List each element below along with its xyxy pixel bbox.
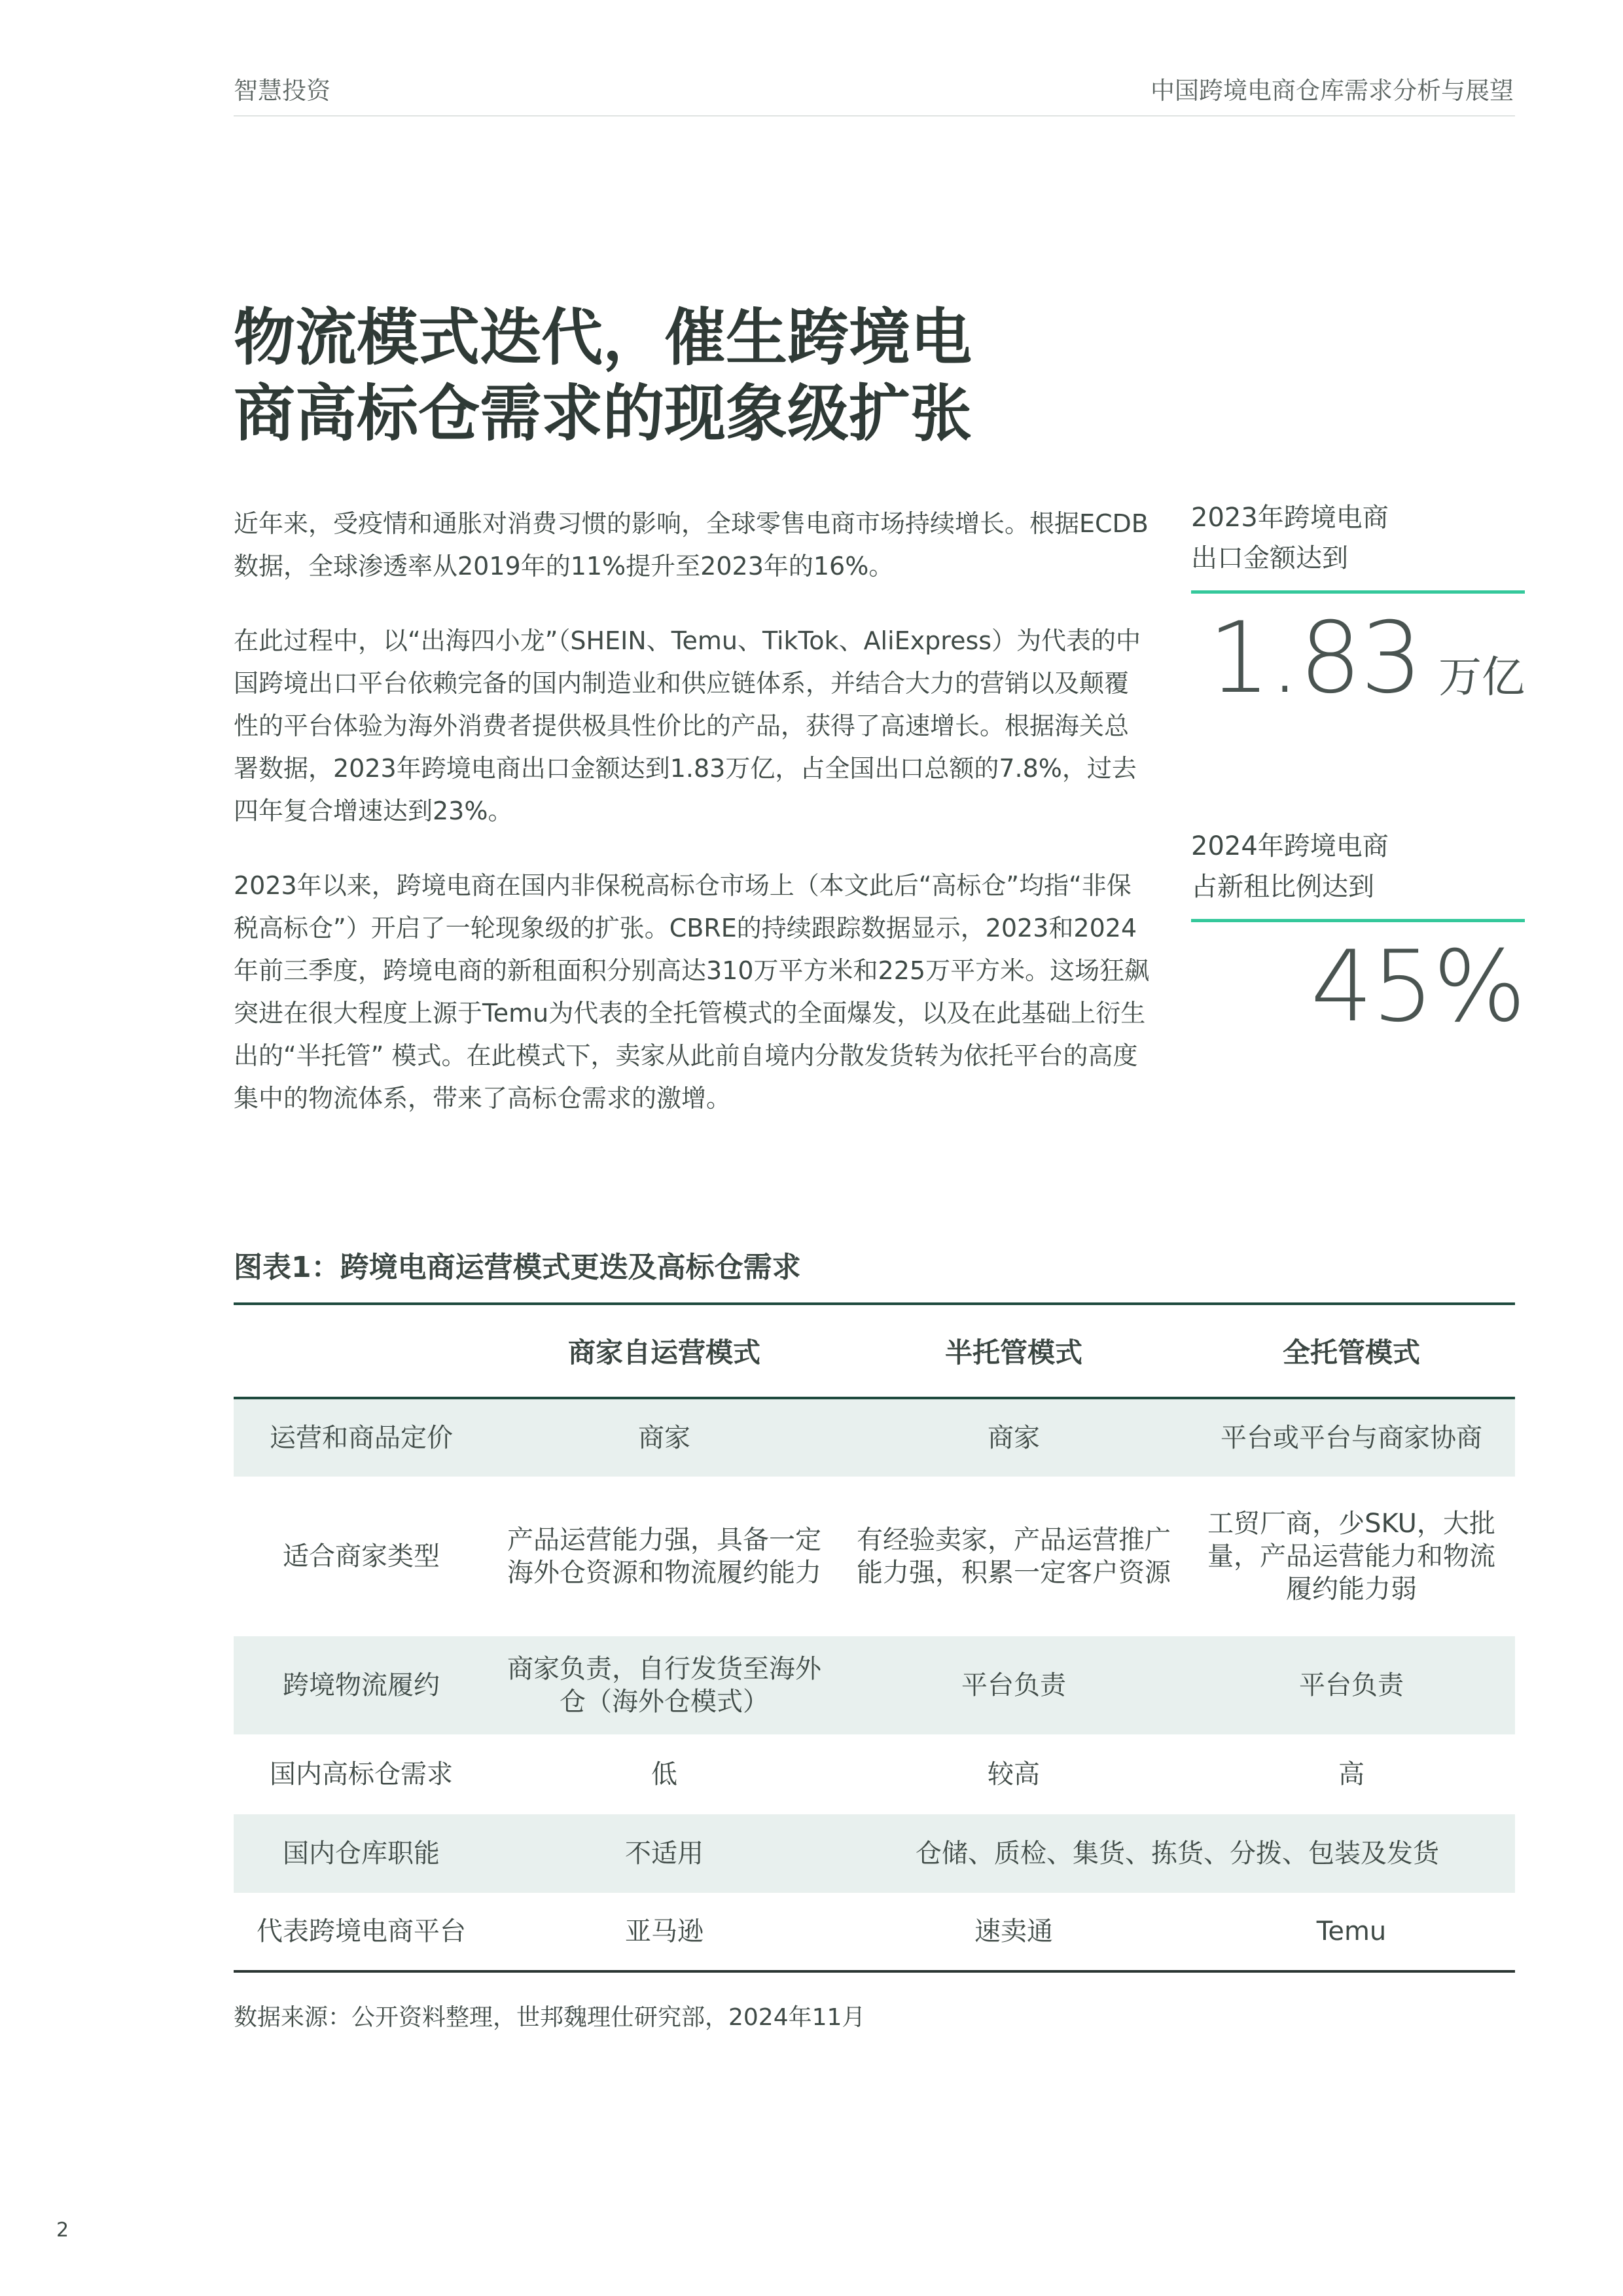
paragraph: 在此过程中，以“出海四小龙”（SHEIN、Temu、TikTok、AliExpress）为代表的中国跨境出口平台依赖完备的国内制造业和供应链体系，并结合大力的营销以及颠覆性的平台体验为海外消费者提供极具性价比的产品，获得了高速增长。根据海关总署数据，2023年跨境电商出口金额达到1.83万亿，占全国出口总额的7.8%，过去四年复合增速达到23%。 <box>234 626 1141 825</box>
stat-export-value <box>1191 497 1525 715</box>
page-title <box>234 300 1150 452</box>
table-cell: 较高 <box>988 1759 1040 1789</box>
stat-number: 45% <box>1310 930 1525 1044</box>
table-row <box>234 1636 1515 1734</box>
stat-label-line: 出口金额达到 <box>1191 543 1348 573</box>
body-text <box>234 503 1150 1152</box>
title-line-1: 物流模式迭代，催生跨境电 <box>234 302 972 374</box>
column-header: 商家自运营模式 <box>489 1304 840 1398</box>
column-header: 全托管模式 <box>1188 1304 1515 1398</box>
page-number: 2 <box>56 2219 69 2242</box>
comparison-table <box>234 1302 1515 1973</box>
stat-value-row <box>1191 930 1525 1044</box>
table-cell: 平台负责 <box>1188 1636 1515 1734</box>
figure-source: 数据来源：公开资料整理，世邦魏理仕研究部，2024年11月 <box>234 2004 866 2031</box>
row-label: 代表跨境电商平台 <box>257 1916 466 1946</box>
stat-accent-rule <box>1191 590 1525 594</box>
stat-new-lease-share <box>1191 826 1525 1044</box>
table-cell: Temu <box>1316 1916 1387 1946</box>
table-header-row <box>234 1304 1515 1398</box>
table-cell: 商家 <box>840 1398 1188 1477</box>
stat-number: 1.83 <box>1208 601 1421 715</box>
table-row <box>234 1814 1515 1893</box>
column-header <box>234 1304 489 1398</box>
stat-accent-rule <box>1191 919 1525 922</box>
header-report-title: 中国跨境电商仓库需求分析与展望 <box>1150 77 1514 105</box>
table-row <box>234 1734 1515 1814</box>
row-label: 跨境物流履约 <box>234 1636 489 1734</box>
table-cell: 亚马逊 <box>625 1916 704 1946</box>
table-cell: 低 <box>651 1759 677 1789</box>
row-label: 国内高标仓需求 <box>270 1759 453 1789</box>
table-row <box>234 1477 1515 1636</box>
table-cell: 工贸厂商，少SKU，大批量，产品运营能力和物流履约能力弱 <box>1207 1509 1495 1604</box>
table-cell: 不适用 <box>489 1814 840 1893</box>
stat-value-row <box>1191 601 1525 715</box>
paragraph: 2023年以来，跨境电商在国内非保税高标仓市场上（本文此后“高标仓”均指“非保税高标仓”）开启了一轮现象级的扩张。CBRE的持续跟踪数据显示，2023和2024年前三季度，跨境电商的新租面积分别高达310万平方米和225万平方米。这场狂飙突进在很大程度上源于Temu为代表的全托管模式的全面爆发，以及在此基础上衍生出的“半托管” 模式。在此模式下，卖家从此前自境内分散发货转为依托平台的高度集中的物流体系，带来了高标仓需求的激增。 <box>234 871 1150 1113</box>
table-cell: 有经验卖家，产品运营推广能力强，积累一定客户资源 <box>857 1525 1171 1588</box>
table-row <box>234 1398 1515 1477</box>
figure-title: 图表1：跨境电商运营模式更迭及高标仓需求 <box>234 1251 801 1284</box>
title-line-2: 商高标仓需求的现象级扩张 <box>234 378 972 450</box>
table-cell: 产品运营能力强，具备一定海外仓资源和物流履约能力 <box>507 1525 821 1588</box>
table-cell-merged: 仓储、质检、集货、拣货、分拨、包装及发货 <box>840 1814 1515 1893</box>
paragraph: 近年来，受疫情和通胀对消费习惯的影响，全球零售电商市场持续增长。根据ECDB数据，全球渗透率从2019年的11%提升至2023年的16%。 <box>234 509 1149 581</box>
table-cell: 速卖通 <box>974 1916 1053 1946</box>
table-cell: 商家负责，自行发货至海外仓（海外仓模式） <box>489 1636 840 1734</box>
table-row <box>234 1893 1515 1971</box>
stat-label-line: 2023年跨境电商 <box>1191 503 1389 533</box>
stat-label-line: 占新租比例达到 <box>1191 872 1374 902</box>
table-cell: 平台或平台与商家协商 <box>1188 1398 1515 1477</box>
header-brand: 智慧投资 <box>234 77 330 105</box>
table-cell: 平台负责 <box>840 1636 1188 1734</box>
row-label: 国内仓库职能 <box>234 1814 489 1893</box>
row-label: 运营和商品定价 <box>234 1398 489 1477</box>
column-header: 半托管模式 <box>840 1304 1188 1398</box>
table-cell: 高 <box>1338 1759 1364 1789</box>
table-cell: 商家 <box>489 1398 840 1477</box>
row-label: 适合商家类型 <box>283 1541 440 1571</box>
header-divider <box>234 115 1515 117</box>
stat-unit: 万亿 <box>1438 652 1525 702</box>
stat-label-line: 2024年跨境电商 <box>1191 831 1389 861</box>
